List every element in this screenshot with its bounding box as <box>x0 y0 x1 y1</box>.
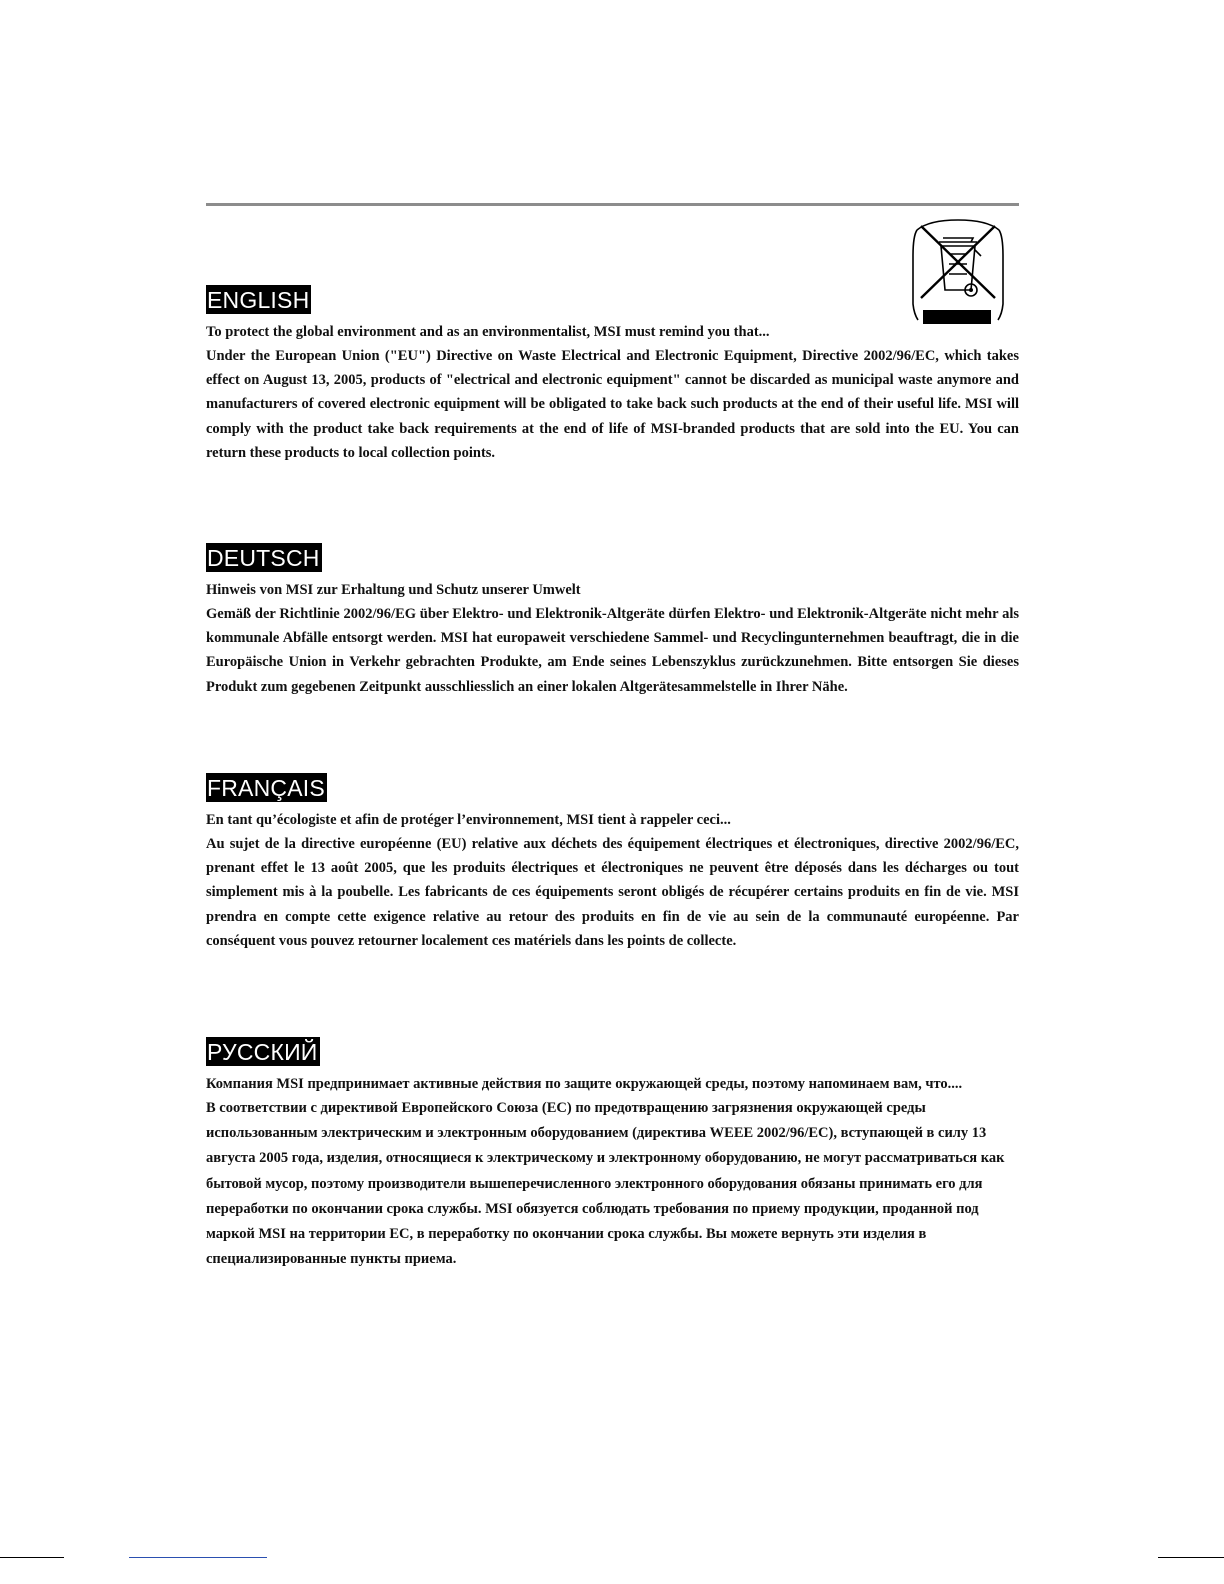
english-body: Under the European Union ("EU") Directive on Waste Electrical and Electronic Equipment, Directive 2002/96/EC, which takes effect on August 13, 2005, products of "electrical and electronic equipment" cannot be discarded as municipal waste anymore and manufacturers of covered electronic equipment will be obligated to take back such products at the end of their useful life. MSI will comply with the product take back requirements at the end of life of MSI-branded products that are sold into the EU. You can return these products to local collection points. <box>206 348 1019 461</box>
footer-link-underline <box>129 1557 267 1558</box>
english-heading: ENGLISH <box>207 287 310 313</box>
section-russian <box>206 1037 1019 1272</box>
francais-heading: FRANÇAIS <box>207 775 325 801</box>
deutsch-heading: DEUTSCH <box>207 545 320 571</box>
deutsch-body: Gemäß der Richtlinie 2002/96/EG über Elektro- und Elektronik-Altgeräte dürfen Elektro- und Elektronik-Altgeräte nicht mehr als kommunale Abfälle entsorgt werden. MSI hat europaweit verschiedene Sammel- und Recyclingunternehmen beauftragt, die in die Europäische Union in Verkehr gebrachten Produkte, am Ende seines Lebenszyklus zurückzunehmen. Bitte entsorgen Sie dieses Produkt zum gegebenen Zeitpunkt ausschliesslich an einer lokalen Altgerätesammelstelle in Ihrer Nähe. <box>206 606 1019 695</box>
russian-heading: РУССКИЙ <box>207 1039 318 1065</box>
english-intro: To protect the global environment and as an environmentalist, MSI must remind you that... <box>206 324 770 340</box>
francais-body: Au sujet de la directive européenne (EU) relative aux déchets des équipement électriques et électroniques, directive 2002/96/EC, prenant effet le 13 août 2005, que les produits électriques et électroniques ne peuvent être déposés dans les décharges ou tout simplement mis à la poubelle. Les fabricants de ces équipements seront obligés de récupérer certains produits en fin de vie. MSI prendra en compte cette exigence relative au retour des produits en fin de vie au sein de la communauté européenne. Par conséquent vous pouvez retourner localement ces matériels dans les points de collecte. <box>206 836 1019 949</box>
russian-intro: Компания MSI предпринимает активные действия по защите окружающей среды, поэтому напоминаем вам, что.... <box>206 1076 963 1092</box>
deutsch-intro: Hinweis von MSI zur Erhaltung und Schutz unserer Umwelt <box>206 582 581 598</box>
section-deutsch <box>206 543 1019 699</box>
section-francais <box>206 773 1019 953</box>
footer-rule-left <box>0 1557 64 1558</box>
top-divider <box>206 203 1019 206</box>
section-english <box>206 285 1019 465</box>
francais-intro: En tant qu’écologiste et afin de protéger l’environnement, MSI tient à rappeler ceci... <box>206 812 731 828</box>
russian-body: В соответствии с директивой Европейского Союза (ЕС) по предотвращению загрязнения окружающей среды использованным электрическим и электронным оборудованием (директива WEEE 2002/96/EC), вступающей в силу 13 августа 2005 года, изделия, относящиеся к электрическому и электронному оборудованию, не могут рассматриваться как бытовой мусор, поэтому производители вышеперечисленного электронного оборудования обязаны принимать его для переработки по окончании срока службы. MSI обязуется соблюдать требования по приему продукции, проданной под маркой MSI на территории ЕС, в переработку по окончании срока службы. Вы можете вернуть эти изделия в специализированные пункты приема. <box>206 1100 1005 1268</box>
footer-rule-right <box>1158 1557 1224 1558</box>
